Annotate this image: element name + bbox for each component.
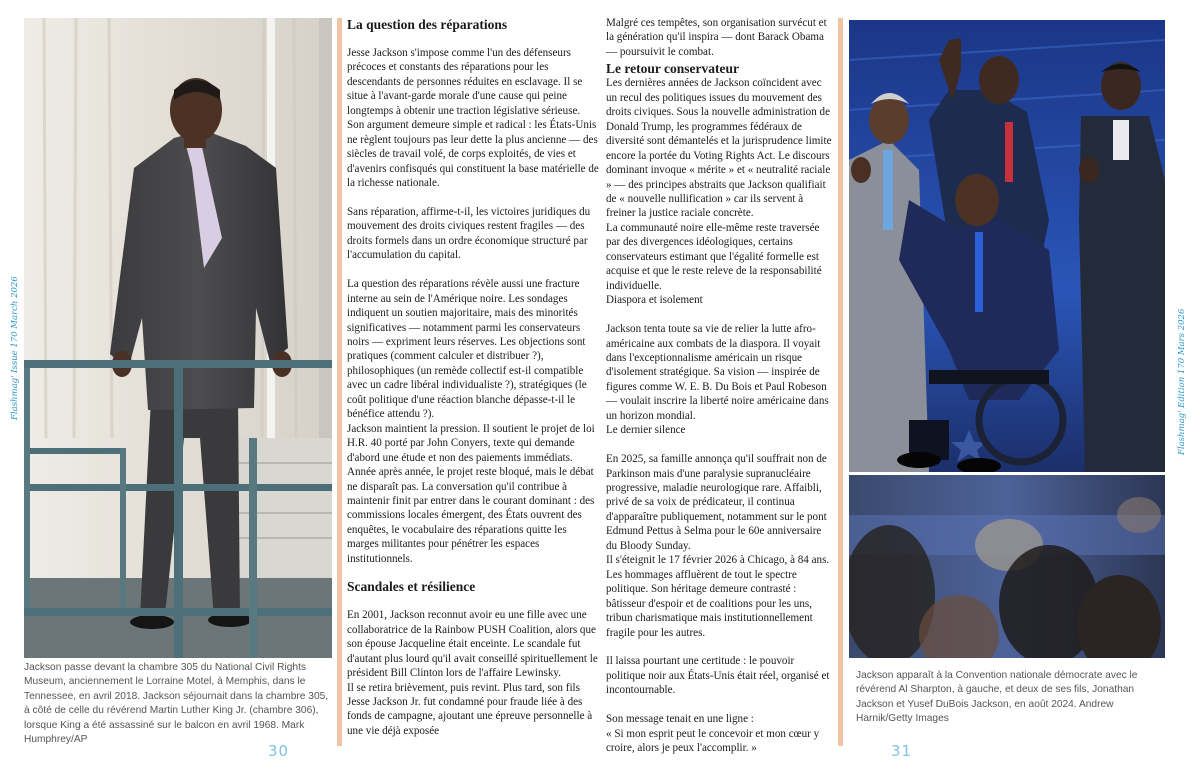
paragraph: Il laissa pourtant une certitude : le pouvoir politique noir aux États-Unis était réel, organisé et incontournable. xyxy=(606,655,830,697)
section-heading-retour-conservateur: Le retour conservateur xyxy=(606,61,739,77)
paragraph: Il s'éteignit le 17 février 2026 à Chicago, à 84 ans. Les hommages affluèrent de tout le spectre politique. Son héritage demeure contrasté : bâtisseur d'espoir et de coalitions pour les uns, tribun charismatique mais institutionnellement fragile pour les autres. xyxy=(606,554,830,639)
paragraph: Son message tenait en une ligne : xyxy=(606,713,754,726)
quote: « Si mon esprit peut le concevoir et mon cœur y croire, alors je peux l'accomplir. » xyxy=(606,727,820,755)
page-number-right: 31 xyxy=(891,742,913,760)
section-heading-scandales: Scandales et résilience xyxy=(347,579,476,595)
photo-jackson-lorraine-motel xyxy=(24,18,332,658)
paragraph: En 2001, Jackson reconnut avoir eu une fille avec une collaboratrice de la Rainbow PUSH Coalition, alors que son épouse Jacqueline était enceinte. Le scandale fut d'autant plus lourd qu'il avait conseillé spirituellement le président Bill Clinton lors de l'affaire Lewinsky. xyxy=(347,609,598,680)
column-divider-right xyxy=(838,18,843,746)
article-column-1 xyxy=(347,16,599,738)
issue-tag-left: Flashmag' Issue 170 March 2026 xyxy=(10,276,20,420)
subheading-diaspora: Diaspora et isolement xyxy=(606,294,703,307)
photo-convention-crowd xyxy=(849,475,1165,658)
photo-caption-left: Jackson passe devant la chambre 305 du National Civil Rights Museum, anciennement le Lorraine Motel, à Memphis, dans le Tennessee, en avril 2018. Jackson séjournait dans la chambre 305, à côté de celle du révérend Martin Luther King Jr. (chambre 306), lorsque King a été assassiné sur le balcon en avril 1968. Mark Humphrey/AP xyxy=(24,662,329,746)
paragraph: Les dernières années de Jackson coïncident avec un recul des politiques issues du mouvement des droits civiques. Sous la nouvelle administration de Donald Trump, les programmes fédéraux de diversité sont démantelés et la jurisprudence limite encore la portée du Voting Rights Act. Le discours dominant invoque « mérite » et « neutralité raciale » — des principes abstraits que Jackson qualifiait de « nouvelle nullification » car ils servent à freiner la justice raciale concrète. xyxy=(606,77,832,220)
photo-dnc-stage xyxy=(849,20,1165,472)
paragraph: Malgré ces tempêtes, son organisation survécut et la génération qu'il inspira — dont Barack Obama — poursuivit le combat. xyxy=(606,17,827,58)
section-heading-reparations: La question des réparations xyxy=(347,17,508,32)
paragraph: La communauté noire elle-même reste traversée par des divergences idéologiques, certains conservateurs estimant que l'égalité formelle est acquise et que le reste releve de la responsabilité individuelle. xyxy=(606,221,822,292)
paragraph: Il se retira brièvement, puis revint. Plus tard, son fils Jesse Jackson Jr. fut condamné pour fraude liée à des fonds de campagne, ajoutant une épreuve personnelle à une vie déjà exposée xyxy=(347,681,593,737)
column-divider-left xyxy=(337,18,342,746)
page-number-left: 30 xyxy=(268,742,290,760)
paragraph: Jackson maintient la pression. Il soutient le projet de loi H.R. 40 porté par John Conyers, texte qui demande d'abord une étude et non des paiements immédiats. Année après année, le projet reste bloqué, mais le débat ne disparaît pas. La conversation qu'il contribue à maintenir finit par entrer dans le courant dominant : des commissions locales émergent, des États ouvrent des enquêtes, le vocabulaire des réparations quitte les marges militantes pour pénétrer les espaces institutionnels. xyxy=(347,422,595,565)
issue-tag-right: Flashmag' Edition 170 Mars 2026 xyxy=(1177,308,1187,455)
paragraph: La question des réparations révèle aussi une fracture interne au sein de l'Amérique noire. Les sondages indiquent un soutien majoritaire, mais des minorités significatives — notamment parmi les conservateurs noirs — expriment leurs réserves. Les objections sont pratiques (comment calculer et distribuer ?), philosophiques (un remède collectif est-il compatible avec un cadre libéral individualiste ?), stratégiques (le coût politique d'une réaction blanche dépasse-t-il le bénéfice attendu ?). xyxy=(347,278,587,421)
article-column-2 xyxy=(606,16,834,756)
paragraph: Jesse Jackson s'impose comme l'un des défenseurs précoces et constants des réparations pour les descendants de personnes réduites en esclavage. Il se situe à l'avant-garde morale d'une cause qui peine longtemps à obtenir une traction législative sérieuse. Son argument demeure simple et radical : les États-Unis ne règlent toujours pas leur dette la plus ancienne — des siècles de travail volé, de corps exploités, de vies et d'avenirs confisqués qui constituent la base matérielle de la richesse nationale. xyxy=(347,47,599,190)
paragraph: En 2025, sa famille annonça qu'il souffrait non de Parkinson mais d'une paralysie supranucléaire progressive, maladie neurologique rare. Affaibli, privé de sa voix de prédicateur, il continua d'apparaître publiquement, notamment sur le pont Edmund Pettus à Selma pour le 60e anniversaire du Bloody Sunday. xyxy=(606,453,827,552)
subheading-dernier-silence: Le dernier silence xyxy=(606,424,686,437)
paragraph: Sans réparation, affirme-t-il, les victoires juridiques du mouvement des droits civiques restent fragiles — des droits formels dans un ordre économique structuré par l'accumulation du capital. xyxy=(347,205,591,262)
photo-caption-right: Jackson apparaît à la Convention nationale démocrate avec le révérend Al Sharpton, à gauche, et deux de ses fils, Jonathan Jackson et Yusef DuBois Jackson, en août 2024. Andrew Harnik/Getty Images xyxy=(856,670,1138,725)
paragraph: Jackson tenta toute sa vie de relier la lutte afro-américaine aux combats de la diaspora. Il voyait dans l'exceptionnalisme américain un risque d'isolement stratégique. Sa vision — inspirée de figures comme W. E. B. Du Bois et Paul Robeson — voulait inscrire la liberté noire américaine dans un horizon mondial. xyxy=(606,323,829,422)
